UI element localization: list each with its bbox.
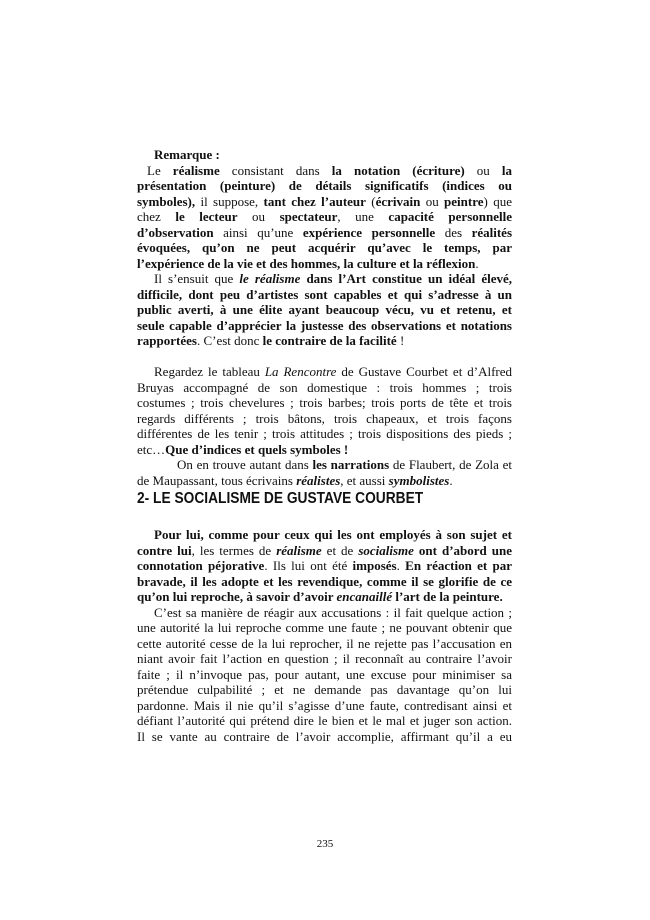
emphasis-text: rapportées bbox=[137, 333, 197, 348]
text-line bbox=[137, 240, 512, 256]
emphasis-text: l’expérience de la vie et des hommes, la culture et la réflexion bbox=[137, 255, 476, 271]
text-run: niant avoir fait l’action en question ; il reconnaît au contraire l’avoir bbox=[137, 651, 512, 666]
text-line bbox=[137, 558, 512, 574]
text-run: , les termes de bbox=[191, 542, 277, 558]
text-run: de Gustave Courbet et d’Alfred bbox=[336, 364, 512, 379]
text-run: Regardez le tableau bbox=[154, 364, 265, 379]
text-run: cette autorité cesse de la lui reprocher, il ne rejette pas l’accusation en bbox=[137, 635, 512, 651]
emphasis-text: connotation péjorative bbox=[137, 558, 265, 573]
text-run: défiant l’autorité qui prétend dire le bien et le mal et juger son action. bbox=[137, 713, 512, 728]
text-line bbox=[137, 380, 512, 396]
paragraph bbox=[137, 163, 512, 272]
paragraph bbox=[137, 605, 512, 745]
emphasis-text: réalités bbox=[471, 224, 512, 240]
emphasis-text: écrivain bbox=[375, 193, 421, 209]
emphasis-text: présentation (peinture) de détails significatifs (indices ou bbox=[137, 178, 512, 193]
text-line bbox=[137, 318, 512, 334]
emphasis-text: d’observation bbox=[137, 224, 214, 240]
emphasis-text: la notation (écriture) bbox=[331, 162, 465, 178]
text-run: de Flaubert, de Zola et bbox=[389, 457, 512, 472]
text-run: . bbox=[396, 558, 406, 573]
text-run: . C’est donc bbox=[196, 333, 263, 348]
paragraph bbox=[137, 147, 512, 163]
text-run: ainsi qu’une bbox=[213, 224, 303, 240]
emphasis-text: encanaillé bbox=[336, 589, 393, 604]
emphasis-text: Remarque : bbox=[154, 147, 220, 162]
text-run: consistant dans bbox=[219, 162, 332, 178]
text-line bbox=[137, 713, 512, 729]
emphasis-text: symboles), bbox=[137, 193, 196, 209]
emphasis-text: capacité personnelle bbox=[388, 209, 512, 224]
text-line bbox=[137, 667, 512, 683]
paragraph bbox=[137, 527, 512, 605]
text-line bbox=[137, 426, 512, 442]
text-line bbox=[137, 271, 512, 287]
text-run: ou bbox=[420, 193, 445, 209]
text-run: costumes ; trois chevelures ; trois barbes; trois ports de tête et trois bbox=[137, 395, 512, 410]
text-line bbox=[137, 209, 512, 225]
text-line bbox=[137, 287, 512, 303]
emphasis-text: l’art de la peinture. bbox=[392, 589, 503, 604]
text-run: ou bbox=[237, 209, 280, 224]
text-run: de Maupassant, tous écrivains bbox=[137, 472, 297, 488]
text-run: On en trouve autant dans bbox=[177, 457, 313, 472]
text-run: prétendue culpabilité ; et ne demande pas davantage qu’on lui bbox=[137, 682, 512, 697]
emphasis-text: imposés bbox=[352, 558, 397, 573]
text-run: C’est sa manière de réagir aux accusations : il fait quelque action ; bbox=[154, 604, 512, 620]
text-line bbox=[137, 543, 512, 559]
text-line bbox=[137, 395, 512, 411]
section-heading: 2- LE SOCIALISME DE GUSTAVE COURBET bbox=[137, 490, 424, 507]
emphasis-text: symbolistes bbox=[388, 472, 450, 488]
text-run: , une bbox=[337, 209, 389, 224]
la-rencontre-section bbox=[137, 364, 512, 488]
italic-text: La Rencontre bbox=[264, 364, 337, 379]
emphasis-text: expérience personnelle bbox=[302, 224, 436, 240]
text-run: , et aussi bbox=[340, 472, 389, 488]
emphasis-text: le réalisme bbox=[239, 271, 301, 286]
text-line bbox=[137, 178, 512, 194]
text-run: Il s’ensuit que bbox=[154, 271, 240, 286]
emphasis-text: Que d’indices et quels symboles ! bbox=[165, 441, 349, 457]
emphasis-text: le contraire de la facilité bbox=[262, 333, 397, 348]
text-run: . bbox=[449, 472, 453, 488]
text-run: etc… bbox=[137, 441, 166, 457]
emphasis-text: peintre bbox=[444, 193, 484, 209]
text-line bbox=[137, 225, 512, 241]
text-line bbox=[137, 473, 512, 489]
socialism-section bbox=[137, 527, 512, 744]
emphasis-text: évoquées, qu’on ne peut acquérir qu’avec le temps, par bbox=[137, 240, 512, 255]
text-line bbox=[137, 636, 512, 652]
text-line bbox=[137, 333, 512, 349]
text-run: . bbox=[475, 255, 479, 271]
text-line bbox=[137, 256, 512, 272]
text-run: faite ; il n’invoque pas, pour autant, une excuse pour minimiser sa bbox=[137, 666, 512, 682]
emphasis-text: qu’on lui reproche, à savoir d’avoir bbox=[137, 589, 337, 604]
text-line bbox=[137, 682, 512, 698]
text-run: pardonne. Mais il nie qu’il s’agisse d’une faute, contredisant ainsi et bbox=[137, 697, 512, 713]
emphasis-text: les narrations bbox=[312, 457, 390, 472]
text-line bbox=[137, 729, 512, 745]
text-line bbox=[137, 527, 512, 543]
text-line bbox=[137, 163, 512, 179]
page-number: 235 bbox=[316, 838, 334, 850]
text-line bbox=[137, 620, 512, 636]
emphasis-text: réalisme bbox=[276, 542, 322, 558]
emphasis-text: la bbox=[501, 162, 513, 178]
emphasis-text: le lecteur bbox=[175, 209, 238, 224]
text-line bbox=[137, 442, 512, 458]
emphasis-text: spectateur bbox=[279, 209, 338, 224]
emphasis-text: bravade, il les adopte et les revendique, comme il se glorifie de ce bbox=[137, 573, 512, 589]
text-run: Le bbox=[147, 162, 173, 178]
text-line bbox=[137, 574, 512, 590]
text-run: ) que bbox=[483, 193, 512, 209]
text-line bbox=[137, 364, 512, 380]
emphasis-text: contre lui bbox=[137, 542, 192, 558]
text-line bbox=[137, 698, 512, 714]
paragraph bbox=[137, 271, 512, 349]
text-run: ! bbox=[396, 333, 405, 348]
emphasis-text: réalisme bbox=[172, 162, 220, 178]
emphasis-text: ont d’abord une bbox=[413, 542, 512, 558]
emphasis-text: réalistes bbox=[296, 472, 341, 488]
text-run: regards différents ; trois bâtons, trois chapeaux, et trois façons bbox=[137, 410, 512, 426]
paragraph bbox=[137, 364, 512, 457]
text-run: Il se vante au contraire de l’avoir accomplie, affirmant qu’il a eu bbox=[137, 728, 512, 744]
text-run: ou bbox=[464, 162, 502, 178]
text-run: ( bbox=[365, 193, 376, 209]
text-line bbox=[137, 457, 512, 473]
paragraph bbox=[137, 457, 512, 488]
text-line bbox=[137, 589, 512, 605]
emphasis-text: difficile, dont peu d’artistes sont capables et qui s’adresse à un bbox=[137, 286, 512, 302]
text-run: . Ils lui ont été bbox=[264, 558, 353, 573]
remark-section bbox=[137, 147, 512, 349]
emphasis-text: Pour lui, comme pour ceux qui les ont employés à son sujet et bbox=[154, 527, 512, 542]
text-line bbox=[137, 411, 512, 427]
text-line bbox=[137, 302, 512, 318]
emphasis-text: En réaction et par bbox=[405, 558, 513, 573]
text-run: des bbox=[435, 224, 472, 240]
emphasis-text: dans l’Art constitue un idéal élevé, bbox=[300, 271, 512, 286]
emphasis-text: public averti, à une élite ayant beaucoup vécu, vu et retenu, et bbox=[137, 302, 512, 317]
text-run: Bruyas accompagné de son domestique : trois hommes ; trois bbox=[137, 379, 512, 395]
text-line bbox=[137, 147, 512, 163]
emphasis-text: tant chez l’auteur bbox=[263, 193, 366, 209]
text-run: il suppose, bbox=[195, 193, 264, 209]
text-line bbox=[137, 651, 512, 667]
text-line bbox=[137, 194, 512, 210]
text-run: et de bbox=[321, 542, 359, 558]
emphasis-text: socialisme bbox=[358, 542, 414, 558]
text-run: chez bbox=[137, 209, 176, 224]
emphasis-text: seule capable d’apprécier la justesse des observations et notations bbox=[137, 317, 512, 333]
text-run: une autorité la lui reproche comme une faute ; ne pouvant obtenir que bbox=[137, 620, 512, 635]
text-run: différentes de les tenir ; trois attitudes ; trois dispositions des pieds ; bbox=[137, 426, 512, 441]
text-line bbox=[137, 605, 512, 621]
